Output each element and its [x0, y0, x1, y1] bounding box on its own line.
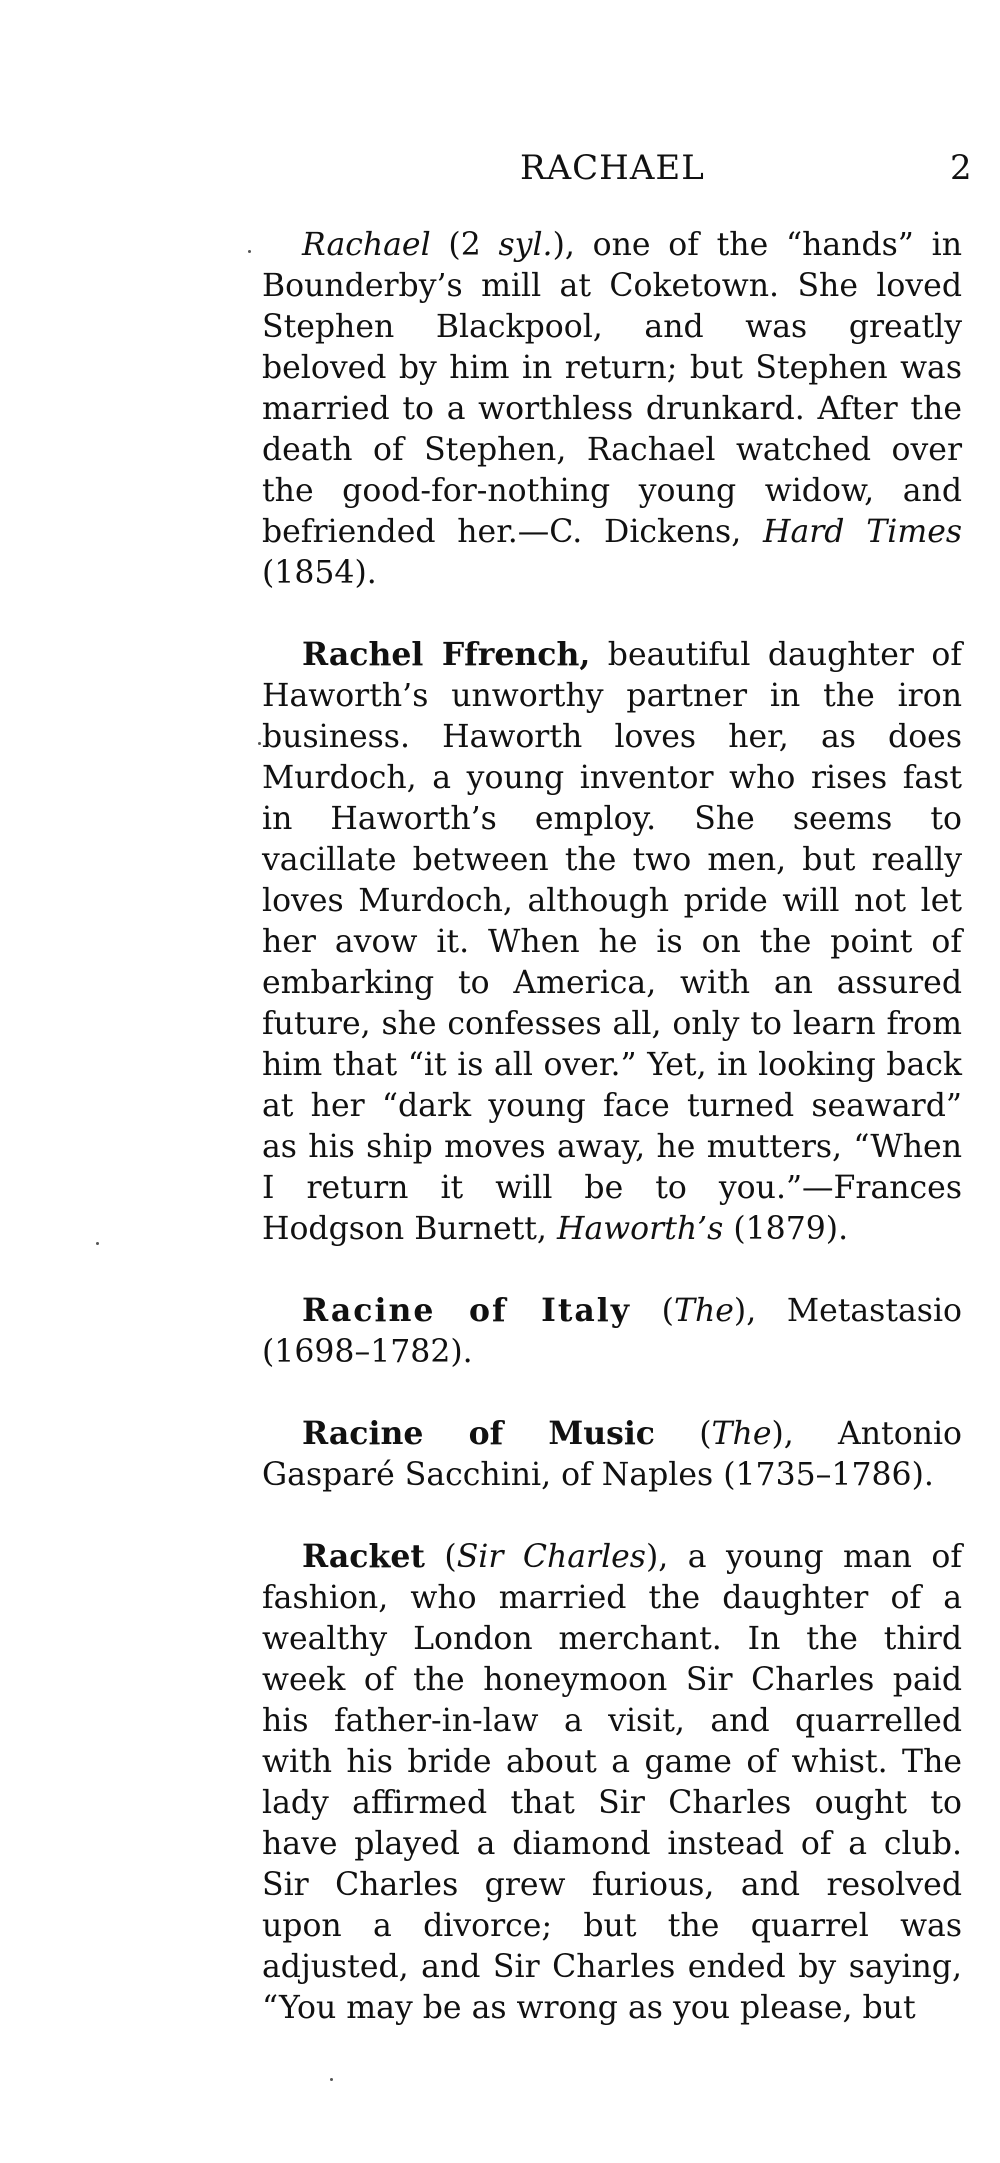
- work-title: Haworth’s: [556, 1211, 724, 1247]
- entry-text: beautiful daughter of Haworth’s unworthy partner in the iron business. Haworth loves her, as does Murdoch, a young inventor who rises fast in Haworth’s employ. She seems to vacillate between the two men, but really loves Murdoch, although pride will not let her avow it. When he is on the point of embarking to America, with an assured future, she confesses all, only to learn from him that “it is all over.” Yet, in looking back at her “dark young face turned seaward” as his ship moves away, he mutters, “When I return it will be to you.”—Frances Hodgson Burnett,: [262, 637, 962, 1247]
- headword: Rachel Ffrench,: [302, 636, 591, 673]
- headword: Racine of Music: [302, 1415, 655, 1452]
- running-head: [0, 148, 1000, 188]
- entry-text: (1879).: [723, 1211, 849, 1247]
- entry-text: (: [424, 1539, 457, 1575]
- speck-mark: [258, 742, 261, 745]
- entry-text: (: [631, 1293, 674, 1329]
- entry-text: ), Metastasio (1698–1782).: [262, 1293, 962, 1370]
- entry-racket: [262, 1536, 962, 2029]
- headword: Racket: [302, 1538, 425, 1575]
- italic-text: syl.: [498, 227, 553, 263]
- dictionary-column: [262, 225, 962, 2069]
- page-number: 2: [950, 148, 973, 188]
- italic-text: The: [711, 1416, 772, 1452]
- speck-mark: [96, 1242, 99, 1245]
- entry-text: (2: [430, 227, 499, 263]
- running-title: RACHAEL: [520, 148, 705, 188]
- entry-text: ), a young man of fashion, who married the daughter of a wealthy London merchant. In the third week of the honeymoon Sir Charles paid his father-in-law a visit, and quarrelled with his bride about a game of whist. The lady affirmed that Sir Charles ought to have played a diamond instead of a club. Sir Charles grew furious, and resolved upon a divorce; but the quarrel was adjusted, and Sir Charles ended by saying, “You may be as wrong as you please, but: [262, 1539, 962, 2026]
- entry-text: ), Antonio Gasparé Sacchini, of Naples (1735–1786).: [262, 1416, 962, 1493]
- entry-rachael: [262, 225, 962, 594]
- italic-text: Sir Charles: [456, 1539, 646, 1575]
- entry-rachel-ffrench: [262, 634, 962, 1250]
- work-title: Hard Times: [763, 514, 963, 550]
- entry-text: (: [654, 1416, 712, 1452]
- entry-text: ), one of the “hands” in Bounderby’s mill at Coketown. She loved Stephen Blackpool, and was greatly beloved by him in return; but Stephen was married to a worthless drunkard. After the death of Stephen, Rachael watched over the good-for-nothing young widow, and befriended her.—C. Dickens,: [262, 227, 962, 550]
- entry-racine-of-music: [262, 1413, 962, 1496]
- italic-text: The: [673, 1293, 734, 1329]
- entry-racine-of-italy: [262, 1290, 962, 1373]
- headword: Racine of Italy: [302, 1292, 632, 1329]
- entry-text: (1854).: [262, 555, 377, 591]
- speck-mark: [330, 2078, 333, 2081]
- headword: Rachael: [302, 227, 431, 263]
- speck-mark: [248, 250, 251, 253]
